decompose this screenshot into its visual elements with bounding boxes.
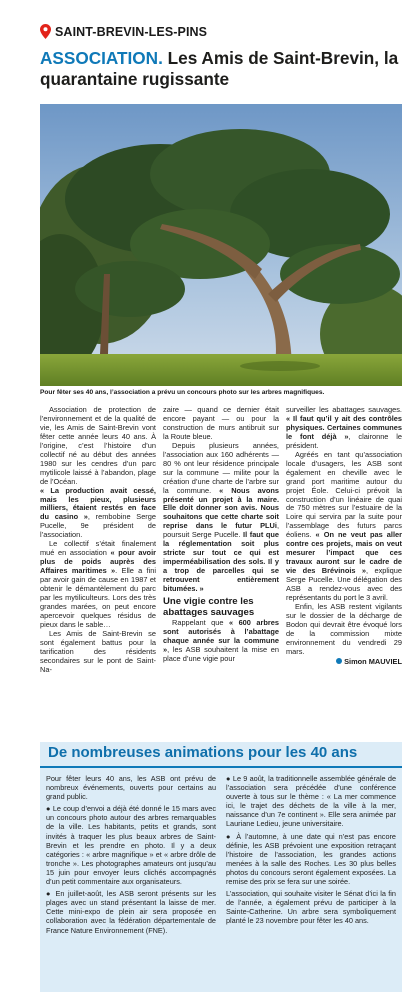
- article-paragraph: zaire — quand ce dernier était encore payant — ou pour la construction de murs antibruit sur la Route bleue.: [163, 405, 279, 441]
- article-subheading: Une vigie contre les abattages sauvages: [163, 596, 255, 618]
- quote-text: « Nous avons présenté un projet à la maire. Elle doit donner son avis. Nous souhaitons que cette charte soit reprise dans le futur PLUi: [163, 485, 279, 531]
- author-signature: [286, 658, 402, 667]
- paragraph-text: Agréés en tant qu’association locale d’usagers, les ASB sont également en cheville avec le grand port maritime autour du projet Éole. Celui-ci prévoit la construction d’un linéaire de quai de 750 mètres sur l’estuaire de la Loire qui servira par la suite pour l’assemblage des futurs parcs éoliens.: [286, 449, 402, 540]
- events-paragraph: ● Le coup d’envoi a déjà été donné le 15 mars avec un concours photo autour des arbres remarquables de la ville. Les habitants, petits et grands, sont invités à traquer les plus beaux arbres de Saint-Brevin et les prendre en photo. Il y a deux catégories : « arbre magnifique » et « arbre drôle de tronche ». Les photographes amateurs ont jusqu’au 15 juin pour envoyer leurs clichés accompagnés d’un petit commentaire aux organisateurs.: [46, 804, 216, 887]
- paragraph-text: , explique Serge Pucelle. Une délégation des ASB a rendez-vous avec des représentants du port le 3 avril.: [286, 566, 403, 603]
- quote-text: « Il faut qu’il y ait des contrôles physiques. Certaines communes le font déjà »: [286, 413, 402, 441]
- article-paragraph: [163, 619, 279, 664]
- article-paragraph: Association de protection de l’environnement et de la qualité de vie, les Amis de Saint-Brevin vont fêter cette année leurs 40 ans. À l’origine, c’est l’histoire d’un collectif né au début des années 1980 sur les cendres d’un parc mytilicole laissé à l’abandon, plage de l’Océan.: [40, 405, 156, 486]
- map-pin-icon: [40, 24, 51, 39]
- headline-kicker: ASSOCIATION.: [40, 48, 163, 68]
- headline: [40, 48, 402, 90]
- paragraph-text: Rappelant que: [172, 618, 229, 628]
- paragraph-text: , rembobine Serge Pucelle, 9e président de l’association.: [40, 512, 156, 540]
- article-column-3: [286, 406, 402, 667]
- article-paragraph: [286, 406, 402, 451]
- divider: [40, 766, 402, 768]
- quote-text: « 600 arbres sont autorisés à l’abattage chaque année sur la commune »: [163, 618, 279, 654]
- location-label: SAINT-BREVIN-LES-PINS: [55, 24, 208, 39]
- events-paragraph: ● À l’automne, à une date qui n’est pas encore définie, les ASB prévoient une exposition retraçant l’histoire de l’association, les grandes actions menées à la salle des Roches. Les 30 plus belles photos du concours seront également exposées. La remise des prix se fera sur une soirée.: [226, 831, 396, 887]
- headline-title: Les Amis de Saint-Brevin, la quarantaine rugissante: [40, 48, 399, 89]
- article-paragraph: [286, 451, 402, 603]
- photo-caption: Pour fêter ses 40 ans, l’association a prévu un concours photo sur les arbres magnifiques.: [40, 389, 325, 396]
- events-paragraph: L’association, qui souhaite visiter le Sénat d’ici la fin de l’année, a également prévu de participer à la Sainte-Catherine. Un arbre sera symboliquement planté le 23 novembre pour fêter les 40 ans.: [226, 889, 396, 926]
- article-paragraph: [40, 540, 156, 630]
- paragraph-text: . Elle a fini par avoir gain de cause en 1987 et obtenir le démantèlement du parc par les mytiliculteurs. Lors des très grandes marées, on peut encore apercevoir quelques résidus de pieux dans le sable…: [40, 566, 156, 629]
- bullet-dot-icon: [336, 658, 342, 664]
- paragraph-text: , les ASB souhaitent la mise en place d’une vigie pour: [163, 644, 279, 663]
- events-paragraph: ● En juillet-août, les ASB seront présents sur les plages avec un stand présentant la laisse de mer. Cette mini-expo de plein air sera proposée en collaboration avec la fédération départementale de France Nature Environnement (FNE).: [46, 889, 216, 935]
- tree-photo-illustration: [40, 104, 402, 386]
- events-column-right: [226, 774, 396, 926]
- article-photo: [40, 104, 402, 386]
- quote-text: Il faut que la réglementation soit plus stricte sur tout ce qui est imperméabilisation des sols. Il y a trop de parcelles qui se retrouvent entièrement bitumées. »: [163, 530, 279, 594]
- paragraph-text: , claironne le président.: [286, 431, 402, 450]
- article-paragraph: [163, 442, 279, 594]
- events-box-title: De nombreuses animations pour les 40 ans: [48, 744, 358, 761]
- article-column-2: [163, 406, 279, 664]
- quote-text: « pour avoir plus de poids auprès des Affaires maritimes »: [40, 548, 156, 576]
- paragraph-text: Le collectif s’était finalement mué en association: [40, 539, 156, 558]
- paragraph-text: Depuis plusieurs années, l’association aux 160 adhérents — 80 % ont leur résidence principale sur la commune — milite pour la création d’une charte de l’arbre sur la commune.: [163, 440, 279, 495]
- events-box: [40, 742, 402, 992]
- article-paragraph: Les Amis de Saint-Brevin se sont également battus pour la tarification des résidents secondaires sur le pont de Saint-Na-: [40, 628, 156, 674]
- events-paragraph: ● Le 9 août, la traditionnelle assemblée générale de l’association sera précédée d’une conférence ouverte à tous sur le thème : « La mer commence ici, le trajet des déchets de la ville à la mer, naissance d’un 7e continent ». Elle sera animée par Lauriane Ledieu, jeune universitaire.: [226, 774, 396, 829]
- article-paragraph: Enfin, les ASB restent vigilants sur le dossier de la décharge de Bodon qui devrait être évoqué lors de la commission mixte environnement du vendredi 29 mars.: [286, 601, 402, 656]
- article-quote-paragraph: [40, 487, 156, 541]
- events-paragraph: Pour fêter leurs 40 ans, les ASB ont prévu de nombreux événements, ouverts pour certains au grand public.: [46, 774, 216, 802]
- paragraph-text: , poursuit Serge Pucelle.: [163, 521, 279, 540]
- quote-text: « La production avait cessé, mais les pieux, plusieurs milliers, étaient restés en face du casino »: [40, 485, 156, 522]
- events-column-left: [46, 774, 216, 935]
- article-column-1: [40, 406, 156, 675]
- location-line: [40, 24, 207, 39]
- author-name: Simon MAUVIEL: [344, 656, 402, 666]
- paragraph-text: surveiller les abattages sauvages.: [286, 405, 402, 414]
- quote-text: « On ne veut pas aller contre ces projets, mais on veut mesurer l’impact que ces travaux auront sur le cadre de vie des Brévinois »: [286, 530, 402, 576]
